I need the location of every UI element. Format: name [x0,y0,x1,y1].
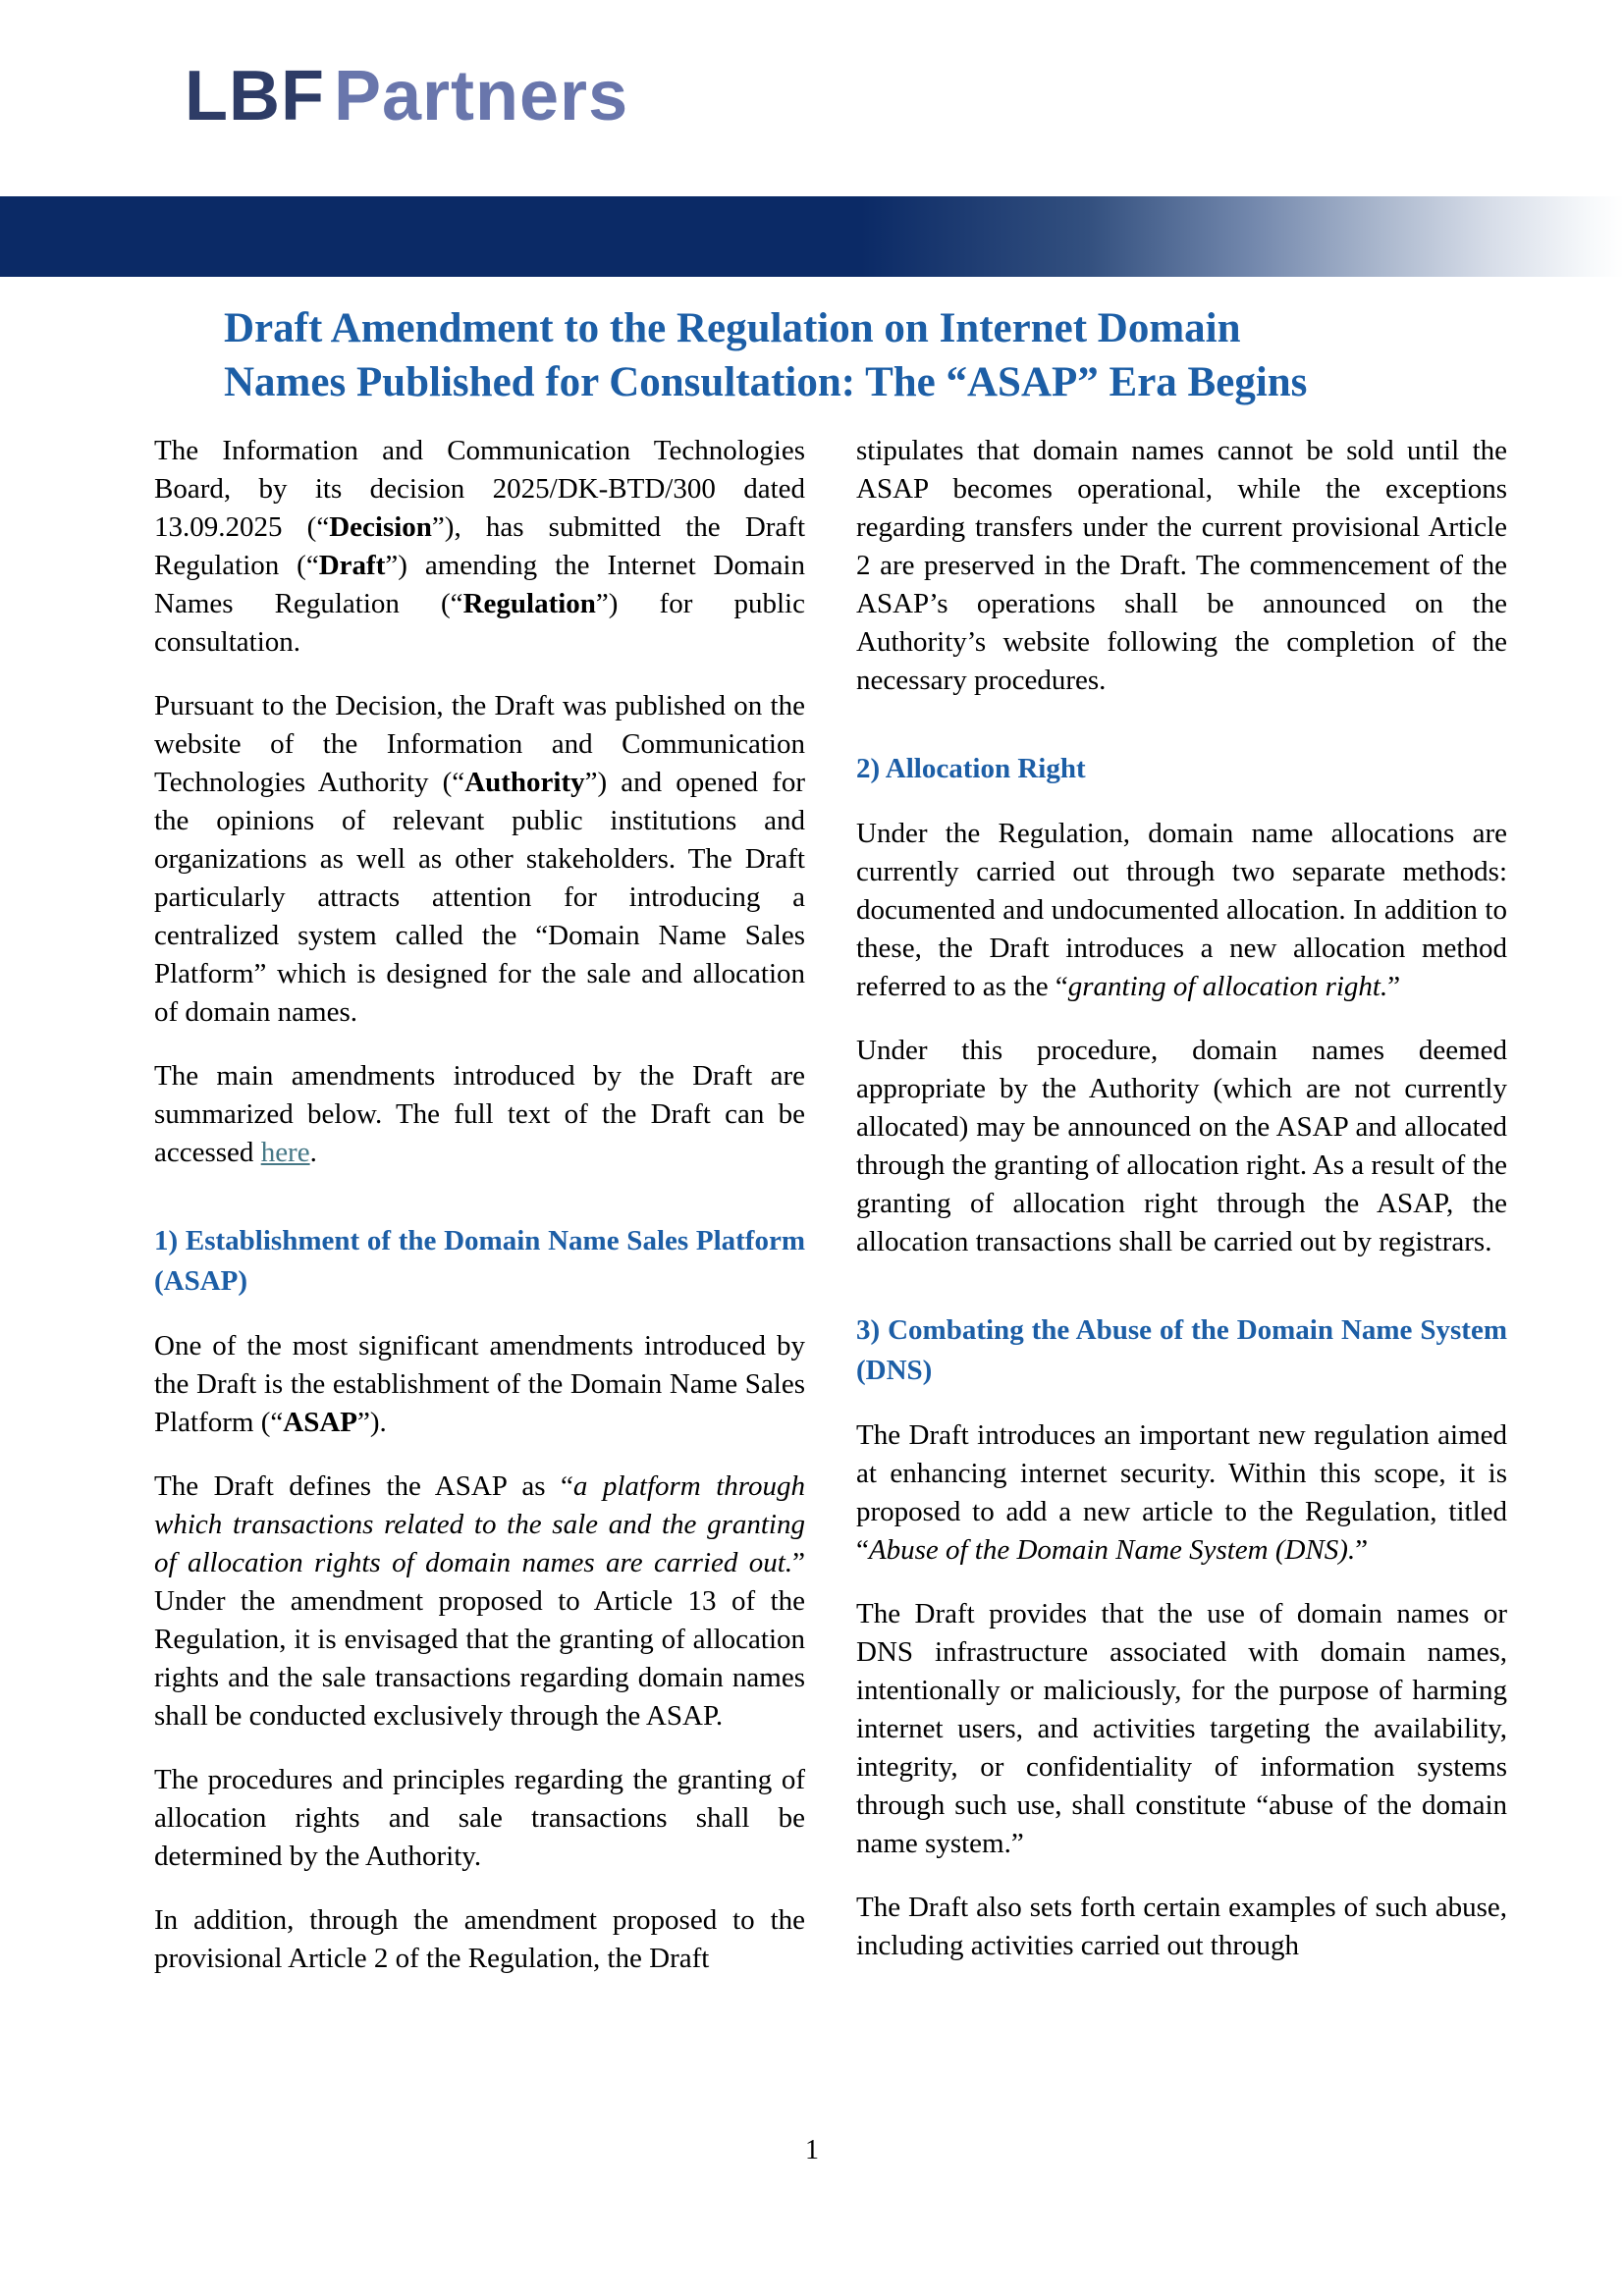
section-heading-2: 2) Allocation Right [856,753,1086,784]
text-run: In addition, through the amendment proposed to the provisional Article 2 of the Regulation, the Draft [154,1904,805,1974]
logo-text-lbf: LBF [185,57,325,135]
paragraph-asap-definition [154,1468,805,1735]
text-run: Decision [329,511,432,543]
text-run: ” [1355,1534,1369,1566]
section-heading-1: 1) Establishment of the Domain Name Sales Platform (ASAP) [154,1225,805,1297]
page-number: 1 [805,2135,819,2165]
text-run: a platform through which transactions related to the sale and the granting of allocation rights of domain names are carried out. [154,1470,805,1578]
article-body [154,432,1507,2003]
company-logo [185,57,629,135]
text-run: One of the most significant amendments introduced by the Draft is the establishment of the Domain Name Sales Platform (“ [154,1330,805,1438]
text-run: granting of allocation right. [1067,971,1388,1002]
text-run: The Draft introduces an important new regulation aimed at enhancing internet security. Within this scope, it is proposed to add a new article to the Regulation, titled “ [856,1419,1507,1566]
text-run: ”) and opened for the opinions of relevant public institutions and organizations as well as other stakeholders. The Draft particularly attracts attention for introducing a centralized system called the “Domain Name Sales Platform” which is designed for the sale and allocation of domain names. [154,767,806,1028]
text-run: . [309,1137,317,1168]
paragraph-dns-abuse-definition [856,1595,1507,1863]
text-run: ”) amending the Internet Domain Names Regulation (“ [154,550,805,619]
paragraph-intro-decision [154,432,805,662]
text-run: The Draft also sets forth certain examples of such abuse, including activities carried out through [856,1892,1507,1961]
text-run: The Draft defines the ASAP as “ [154,1470,573,1502]
paragraph-provisional-article [154,1901,805,1978]
text-run: ”). [357,1407,387,1438]
paragraph-procedures [154,1761,805,1876]
text-run: Regulation [462,588,596,619]
text-run: Abuse of the Domain Name System (DNS). [868,1534,1356,1566]
paragraph-allocation-procedure [856,1032,1507,1261]
logo-text-partners: Partners [333,57,629,135]
text-run: Authority [464,767,585,798]
section-heading-3: 3) Combating the Abuse of the Domain Name System (DNS) [856,1314,1507,1386]
paragraph-main-amendments [154,1057,805,1172]
article-title-line2: Names Published for Consultation: The “ASAP” Era Begins [224,359,1308,405]
text-run: ” [1387,971,1401,1002]
text-run: The main amendments introduced by the Draft are summarized below. The full text of the Draft can be accessed [154,1060,805,1168]
text-run: Pursuant to the Decision, the Draft was published on the website of the Information and Communication Technologies Authority (“ [154,690,805,798]
text-run: The procedures and principles regarding the granting of allocation rights and sale transactions shall be determined by the Authority. [154,1764,805,1872]
paragraph-allocation-methods [856,815,1507,1006]
paragraph-dns-regulation [856,1416,1507,1570]
paragraph-asap-establishment [154,1327,805,1442]
text-run: Under the Regulation, domain name allocations are currently carried out through two separate methods: documented and undocumented allocation. In addition to these, the Draft introduces a new allocation method referred to as the “ [856,818,1507,1002]
article-title-line1: Draft Amendment to the Regulation on Internet Domain [224,305,1241,351]
header-banner-bar [0,196,1624,277]
paragraph-stipulates [856,432,1507,700]
here-link[interactable]: here [260,1137,310,1168]
left-column [154,432,805,2003]
text-run: ” Under the amendment proposed to Article 13 of the Regulation, it is envisaged that the granting of allocation rights and the sale transactions regarding domain names shall be conducted exclusively through the ASAP. [154,1547,805,1732]
right-column [856,432,1507,2003]
text-run: stipulates that domain names cannot be sold until the ASAP becomes operational, while the exceptions regarding transfers under the current provisional Article 2 are preserved in the Draft. The commencement of the ASAP’s operations shall be announced on the Authority’s website following the completion of the necessary procedures. [856,435,1507,696]
text-run: The Draft provides that the use of domain names or DNS infrastructure associated with domain names, intentionally or maliciously, for the purpose of harming internet users, and activities targeting the availability, integrity, or confidentiality of information systems through such use, shall constitute “abuse of the domain name system.” [856,1598,1507,1859]
text-run: ”), has submitted the Draft Regulation (“ [154,511,806,581]
paragraph-pursuant [154,687,805,1032]
article-title [224,301,1461,409]
text-run: Draft [318,550,386,581]
text-run: ”) for public consultation. [154,588,805,658]
paragraph-abuse-examples [856,1889,1507,1965]
text-run: ASAP [283,1407,357,1438]
text-run: The Information and Communication Technologies Board, by its decision 2025/DK-BTD/300 dated 13.09.2025 (“ [154,435,805,543]
text-run: Under this procedure, domain names deemed appropriate by the Authority (which are not currently allocated) may be announced on the ASAP and allocated through the granting of allocation right. As a result of the granting of allocation right through the ASAP, the allocation transactions shall be carried out by registrars. [856,1035,1507,1257]
